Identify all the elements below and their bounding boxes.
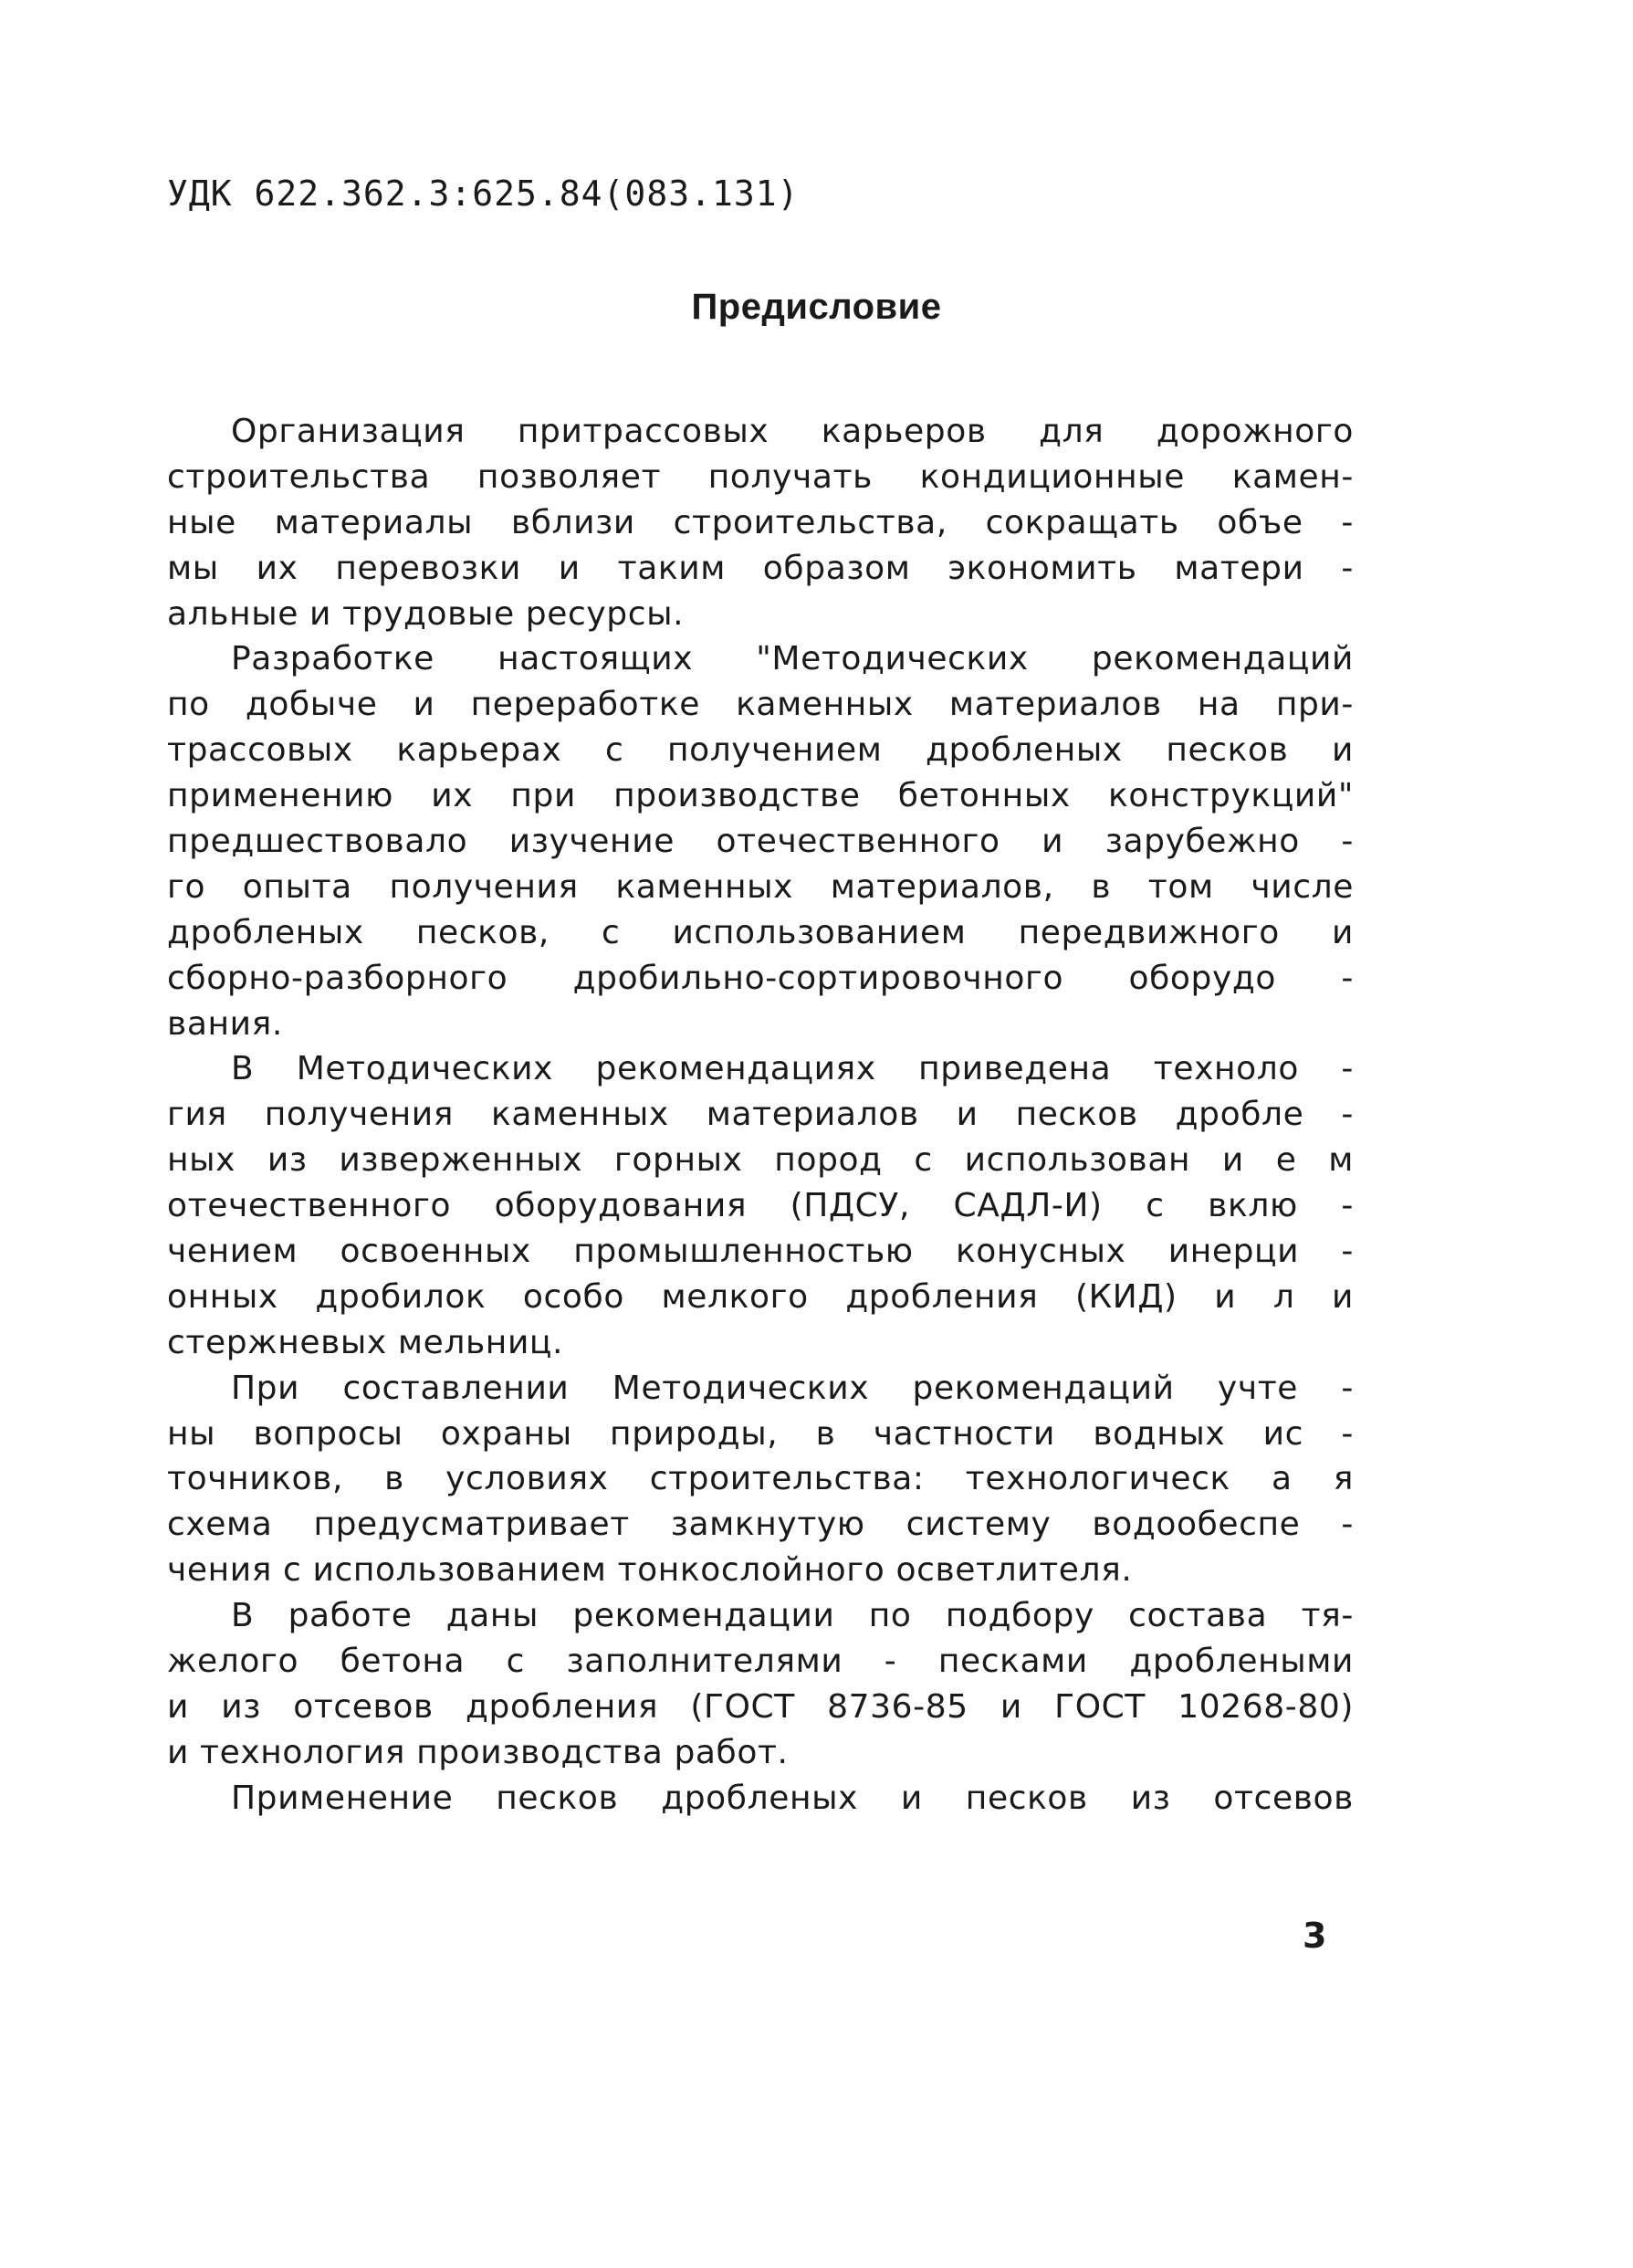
text-line: и технология производства работ. (167, 1733, 789, 1771)
text-line: чения с использованием тонкослойного осветлителя. (167, 1551, 1133, 1590)
body-text (167, 409, 1354, 1822)
text-line: отечественного оборудования (ПДСУ, САДЛ-И) с вклю - (167, 1187, 1354, 1225)
paragraph-4 (167, 1366, 1354, 1593)
paragraph-5 (167, 1593, 1354, 1776)
text-line: онных дробилок особо мелкого дробления (КИД) и л и (167, 1277, 1354, 1316)
page-number: 3 (1303, 1916, 1327, 1956)
text-line: по добыче и переработке каменных материалов на при- (167, 686, 1354, 724)
text-line: При составлении Методических рекомендаций учте - (231, 1369, 1354, 1407)
text-line: строительства позволяет получать кондиционные камен- (167, 457, 1354, 496)
text-line: ные материалы вблизи строительства, сокращать объе - (167, 503, 1354, 541)
paragraph-2 (167, 636, 1354, 1046)
paragraph-6 (167, 1776, 1354, 1822)
text-line: Организация притрассовых карьеров для дорожного (231, 413, 1354, 450)
text-line: вания. (167, 1004, 283, 1043)
text-line: гия получения каменных материалов и песков дробле - (167, 1096, 1354, 1134)
text-line: В Методических рекомендациях приведена техноло - (231, 1050, 1354, 1088)
paragraph-3 (167, 1046, 1354, 1365)
text-line: и из отсевов дробления (ГОСТ 8736-85 и ГОСТ 10268-80) (167, 1687, 1354, 1726)
text-line: ных из изверженных горных пород с использован и е м (167, 1141, 1354, 1180)
text-line: трассовых карьерах с получением дробленых песков и (167, 731, 1354, 770)
page-title: Предисловие (691, 287, 942, 327)
text-line: дробленых песков, с использованием передвижного и (167, 913, 1354, 951)
text-line: желого бетона с заполнителями - песками дроблеными (167, 1643, 1354, 1681)
text-line: чением освоенных промышленностью конусных инерци - (167, 1233, 1354, 1271)
paragraph-1 (167, 409, 1354, 636)
text-line: схема предусматривает замкнутую систему водообеспе - (167, 1506, 1354, 1544)
text-line: го опыта получения каменных материалов, в том числе (167, 867, 1354, 906)
udc-code: УДК 622.362.3:625.84(083.131) (167, 173, 800, 214)
text-line: применению их при производстве бетонных конструкций" (167, 777, 1354, 815)
text-line: Разработке настоящих "Методических рекомендаций (231, 640, 1354, 678)
text-line: точников, в условиях строительства: технологическ а я (167, 1460, 1354, 1498)
text-line: В работе даны рекомендации по подбору состава тя- (231, 1597, 1354, 1635)
text-line: альные и трудовые ресурсы. (167, 594, 685, 633)
text-line: ны вопросы охраны природы, в частности водных ис - (167, 1414, 1354, 1453)
text-line: сборно-разборного дробильно-сортировочного оборудо - (167, 959, 1354, 997)
text-line: Применение песков дробленых и песков из отсевов (231, 1779, 1354, 1817)
text-line: стержневых мельниц. (167, 1323, 564, 1361)
text-line: мы их перевозки и таким образом экономить матери - (167, 549, 1354, 587)
text-line: предшествовало изучение отечественного и зарубежно - (167, 823, 1354, 861)
